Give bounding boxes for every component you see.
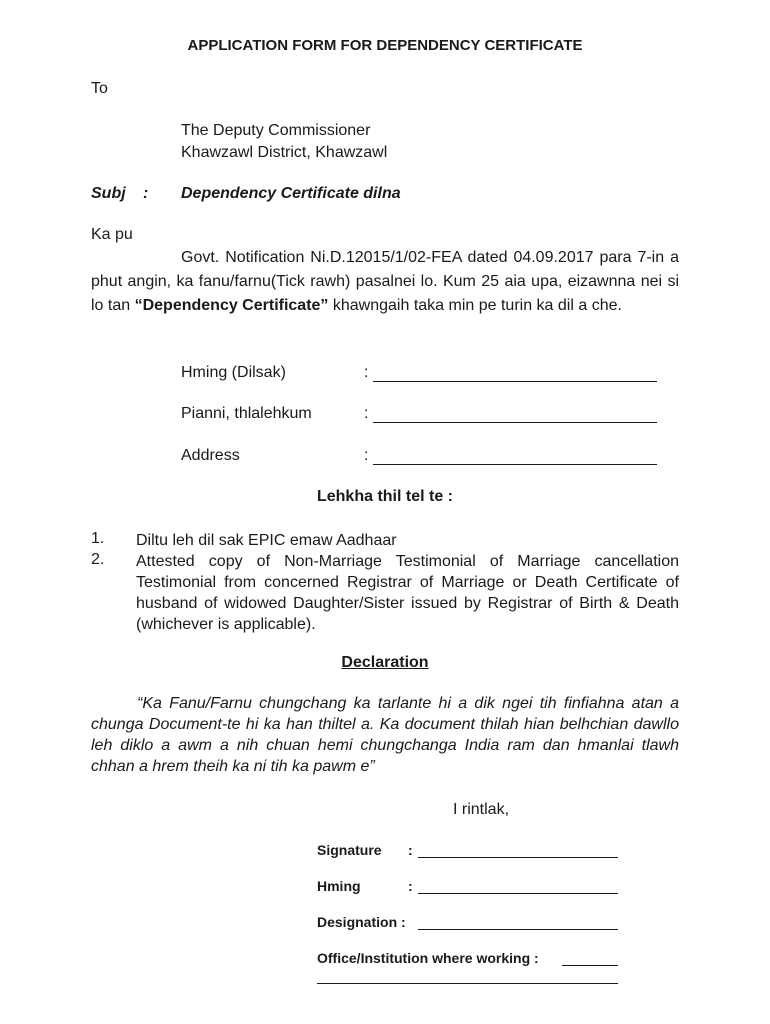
addressee-line-2: Khawzawl District, Khawzawl — [181, 144, 388, 161]
body-text-part1: Govt. Notification Ni.D.12015/1/02-FEA dated 04.09.2017 para 7-in a phut angin, ka fanu/farnu(Tick rawh) pasalnei lo. Kum 25 aia upa, eizawnna nei si lo tan — [91, 249, 679, 314]
hming-input-line[interactable] — [373, 381, 657, 382]
designation-label: Designation : — [317, 914, 406, 930]
hming-colon: : — [408, 878, 413, 894]
subject-label: Subj — [91, 185, 126, 202]
designation-input-line[interactable] — [418, 929, 618, 930]
address-input-line[interactable] — [373, 464, 657, 465]
list-item: Diltu leh dil sak EPIC emaw Aadhaar — [136, 532, 397, 549]
field-label-address: Address — [181, 447, 240, 464]
declaration-text — [91, 693, 679, 777]
office-input-line-2[interactable] — [317, 983, 618, 984]
field-colon: : — [364, 364, 369, 381]
office-label: Office/Institution where working : — [317, 950, 539, 966]
to-label: To — [91, 80, 108, 97]
signature-colon: : — [408, 842, 413, 858]
subject-text: Dependency Certificate dilna — [181, 185, 401, 202]
body-paragraph — [91, 246, 679, 318]
signature-label: Signature — [317, 842, 382, 858]
pianni-input-line[interactable] — [373, 422, 657, 423]
addressee-line-1: The Deputy Commissioner — [181, 122, 371, 139]
declaration-heading: Declaration — [341, 654, 429, 671]
list-number: 2. — [91, 551, 105, 568]
list-number: 1. — [91, 530, 105, 547]
sig-hming-input-line[interactable] — [418, 893, 618, 894]
field-label-pianni: Pianni, thlalehkum — [181, 405, 312, 422]
body-text-bold: “Dependency Certificate” — [134, 297, 329, 314]
body-text-part2: khawngaih taka min pe turin ka dil a che. — [328, 297, 622, 314]
declaration-quote: “Ka Fanu/Farnu chungchang ka tarlante hi a dik ngei tih finfiahna atan a chunga Document-te hi ka han thiltel a. Ka document thilah hian belhchian dawllo leh diklo a awm a nih chuan hemi chungchanga India ram dan hmanlai tlawh chhan a hrem theih ka ni tih ka pawm e” — [91, 695, 679, 775]
attachments-heading: Lehkha thil tel te : — [316, 488, 453, 505]
page-title: APPLICATION FORM FOR DEPENDENCY CERTIFICATE — [187, 37, 583, 54]
salutation: Ka pu — [91, 226, 133, 243]
hming-label: Hming — [317, 878, 361, 894]
field-colon: : — [364, 405, 369, 422]
list-item: Attested copy of Non-Marriage Testimonial of Marriage cancellation Testimonial from concerned Registrar of Marriage or Death Certificate of husband of widowed Daughter/Sister issued by Registrar of Birth & Death (whichever is applicable). — [136, 553, 679, 633]
subject-colon: : — [143, 185, 149, 202]
field-colon: : — [364, 447, 369, 464]
field-label-hming: Hming (Dilsak) — [181, 364, 286, 381]
closing: I rintlak, — [453, 801, 510, 818]
signature-input-line[interactable] — [418, 857, 618, 858]
office-input-line[interactable] — [562, 965, 618, 966]
